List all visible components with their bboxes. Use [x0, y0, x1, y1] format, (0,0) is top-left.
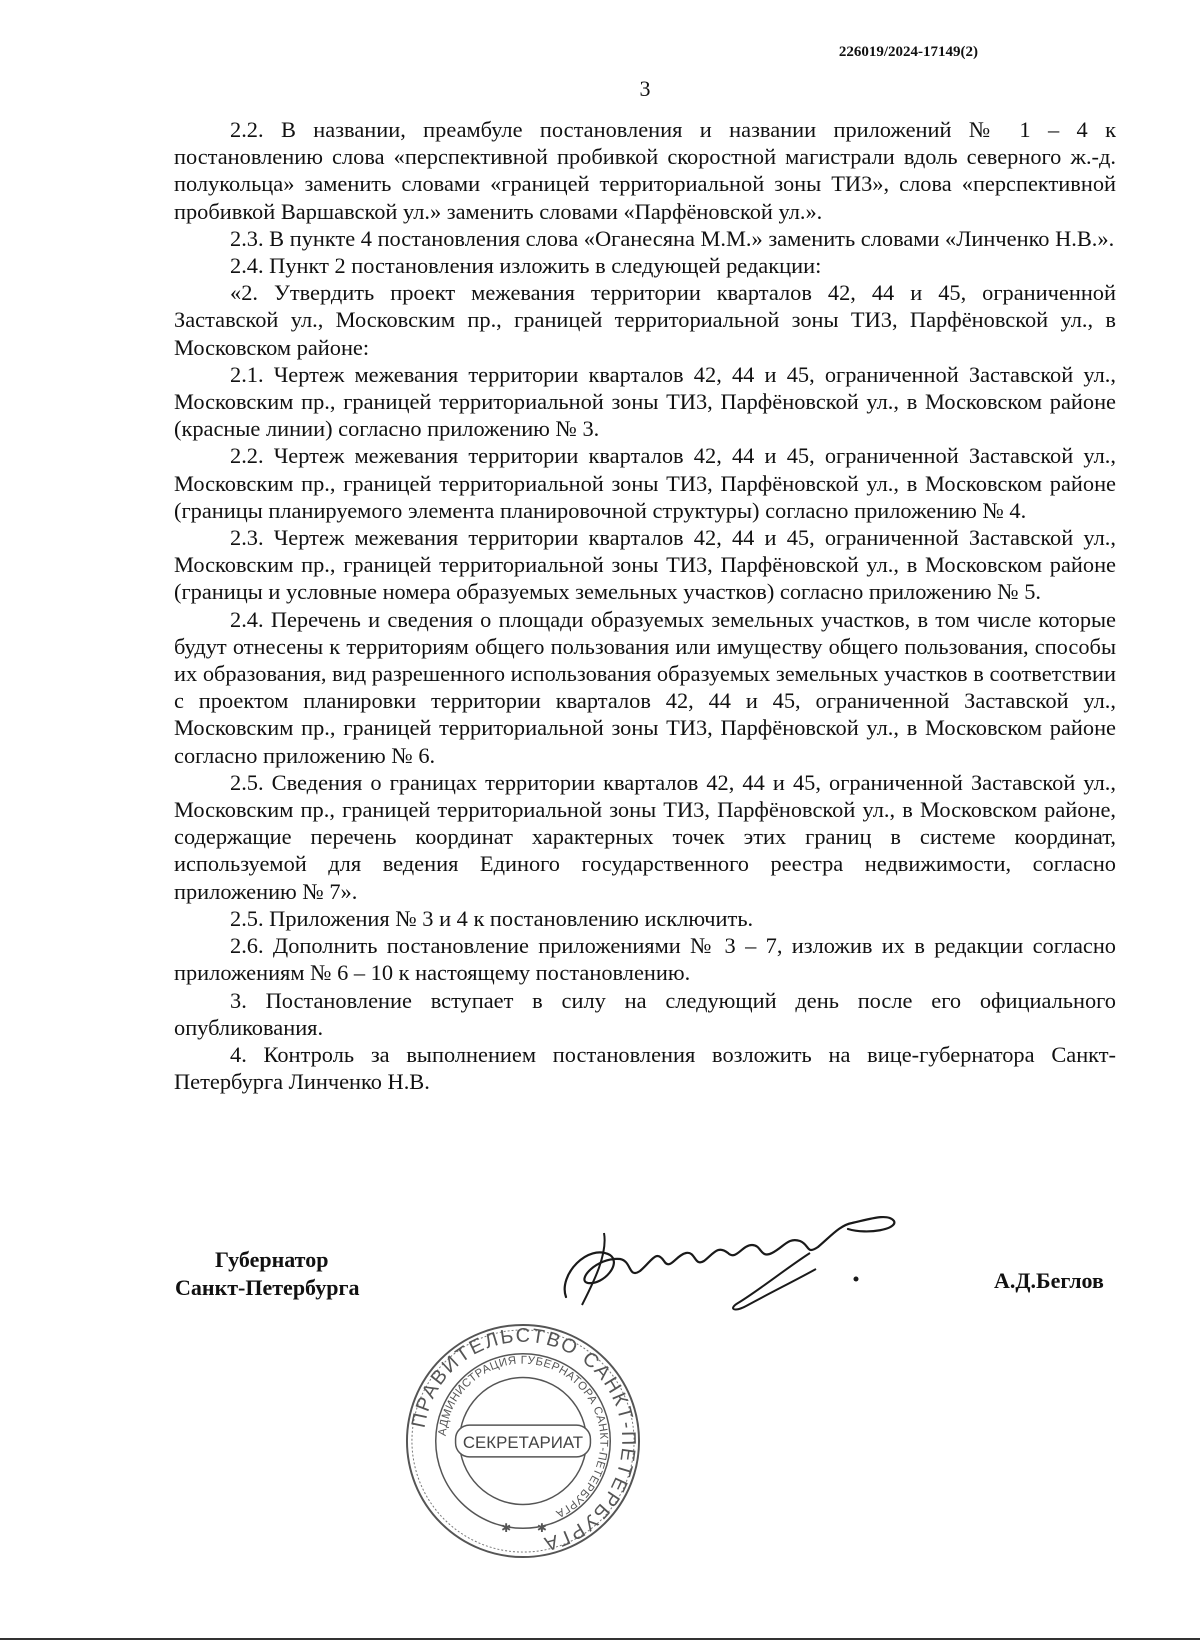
paragraph: «2. Утвердить проект межевания территории кварталов 42, 44 и 45, ограниченной Заставской ул., Московским пр., границей территориальной зоны ТИ3, Парфёновской ул., в Московском районе: — [174, 280, 1116, 360]
page-number: 3 — [639, 76, 651, 101]
paragraph: 2.5. Приложения № 3 и 4 к постановлению исключить. — [230, 905, 754, 931]
star-icon: ✱ — [501, 1521, 512, 1536]
paragraph: 2.2. В названии, преамбуле постановления и названии приложений № 1 – 4 к постановлению слова «перспективной пробивкой скоростной магистрали вдоль северного ж.-д. полукольца» заменить словами «границей территориальной зоны ТИ3», слова «перспективной пробивкой Варшавской ул.» заменить словами «Парфёновской ул.». — [174, 117, 1116, 224]
document-body — [174, 116, 1116, 1095]
paragraph: 2.2. Чертеж межевания территории кварталов 42, 44 и 45, ограниченной Заставской ул., Московским пр., границей территориальной зоны ТИ3, Парфёновской ул., в Московском районе (границы планируемого элемента планировочной структуры) согласно приложению № 4. — [174, 443, 1116, 523]
seal-outer-text: ПРАВИТЕЛЬСТВО САНКТ-ПЕТЕРБУРГА — [407, 1324, 640, 1556]
official-seal — [404, 1322, 642, 1560]
paragraph: 3. Постановление вступает в силу на следующий день после его официального опубликования. — [174, 987, 1116, 1040]
handwritten-signature — [548, 1205, 908, 1315]
paragraph: 2.4. Пункт 2 постановления изложить в следующей редакции: — [230, 253, 822, 279]
document-number: 226019/2024-17149(2) — [838, 44, 978, 60]
paragraph: 2.3. Чертеж межевания территории кварталов 42, 44 и 45, ограниченной Заставской ул., Московским пр., границей территориальной зоны ТИ3, Парфёновской ул., в Московском районе (границы и условные номера образуемых земельных участков) согласно приложению № 5. — [174, 525, 1116, 605]
seal-center-text: СЕКРЕТАРИАТ — [462, 1432, 584, 1452]
star-icon: ✱ — [536, 1521, 547, 1536]
signatory-name: А.Д.Беглов — [994, 1268, 1104, 1293]
paragraph: 2.6. Дополнить постановление приложениями № 3 – 7, изложив их в редакции согласно приложениям № 6 – 10 к настоящему постановлению. — [174, 933, 1116, 986]
paragraph: 2.4. Перечень и сведения о площади образуемых земельных участков, в том числе которые будут отнесены к территориям общего пользования или имуществу общего пользования, способы их образования, вид разрешенного использования образуемых земельных участков в соответствии с проектом планировки территории кварталов 42, 44 и 45, ограниченной Заставской ул., Московским пр., границей территориальной зоны ТИ3, Парфёновской ул., в Московском районе согласно приложению № 6. — [174, 606, 1116, 768]
signatory-title-line1: Губернатор — [215, 1247, 329, 1272]
paragraph: 4. Контроль за выполнением постановления возложить на вице-губернатора Санкт-Петербурга Линченко Н.В. — [174, 1041, 1116, 1095]
paragraph: 2.5. Сведения о границах территории кварталов 42, 44 и 45, ограниченной Заставской ул., Московским пр., границей территориальной зоны ТИ3, Парфёновской ул., в Московском районе, содержащие перечень координат характерных точек этих границ в системе координат, используемой для ведения Единого государственного реестра недвижимости, согласно приложению № 7». — [174, 769, 1116, 904]
paragraph: 2.1. Чертеж межевания территории кварталов 42, 44 и 45, ограниченной Заставской ул., Московским пр., границей территориальной зоны ТИ3, Парфёновской ул., в Московском районе (красные линии) согласно приложению № 3. — [174, 361, 1116, 442]
seal-inner-text: АДМИНИСТРАЦИЯ ГУБЕРНАТОРА САНКТ-ПЕТЕРБУРГА — [436, 1354, 610, 1520]
signatory-title-line2: Санкт-Петербурга — [175, 1275, 360, 1300]
paragraph: 2.3. В пункте 4 постановления слова «Оганесяна М.М.» заменить словами «Линченко Н.В.». — [230, 225, 1115, 251]
signatory-title — [175, 1246, 359, 1302]
